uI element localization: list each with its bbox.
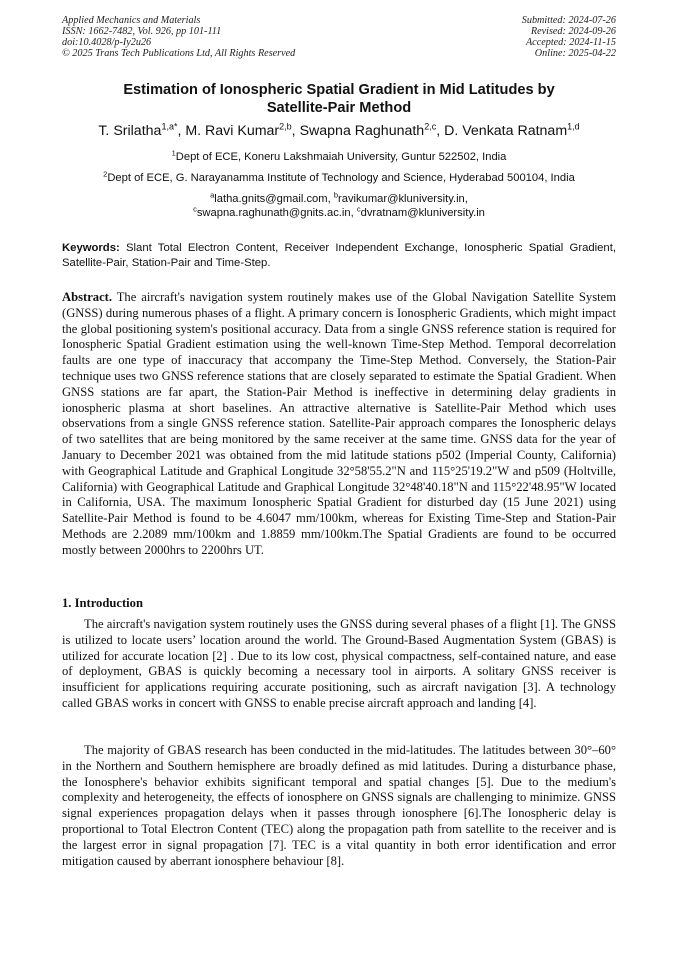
author-separator: , [291, 123, 300, 139]
affiliation-1 [40, 148, 638, 164]
paper-title [62, 81, 616, 117]
email-a[interactable]: latha.gnits@gmail.com, [214, 193, 334, 205]
author-affiliation-mark: 2,c [424, 121, 437, 132]
author-list [40, 123, 638, 140]
paper-title-line-1: Estimation of Ionospheric Spatial Gradient in Mid Latitudes by [123, 82, 555, 98]
paper-title-line-2: Satellite-Pair Method [266, 100, 412, 116]
affiliation-mark: 1 [171, 148, 176, 158]
affiliation-text: Dept of ECE, G. Narayanamma Institute of Technology and Science, Hyderabad 500104, India [107, 172, 575, 184]
email-line-1 [40, 190, 638, 206]
abstract-paragraph [62, 290, 616, 559]
journal-name: Applied Mechanics and Materials [62, 15, 201, 26]
email-b[interactable]: ravikumar@kluniversity.in, [338, 193, 468, 205]
journal-doi[interactable]: doi:10.4028/p-Iy2u26 [62, 37, 152, 48]
section-heading-introduction: 1. Introduction [62, 596, 143, 610]
email-mark: c [356, 204, 361, 214]
publication-dates [522, 15, 616, 59]
author-affiliation-mark: 2,b [279, 121, 292, 132]
affiliation-mark: 2 [103, 169, 108, 179]
journal-issn: ISSN: 1662-7482, Vol. 926, pp 101-111 [62, 26, 222, 37]
author-separator: , [436, 123, 445, 139]
author-name: T. Srilatha [98, 123, 162, 139]
date-online: Online: 2025-04-22 [534, 48, 616, 59]
email-line-2 [40, 204, 638, 220]
journal-info [62, 15, 295, 59]
email-mark: c [193, 204, 197, 214]
email-c[interactable]: swapna.raghunath@gnits.ac.in, [196, 207, 357, 219]
author-separator: , [177, 123, 186, 139]
affiliation-text: Dept of ECE, Koneru Lakshmaiah University, Guntur 522502, India [175, 151, 507, 163]
keywords-text: Slant Total Electron Content, Receiver Independent Exchange, Ionospheric Spatial Gradient, Satellite-Pair, Station-Pair and Time-Step. [62, 242, 616, 269]
date-accepted: Accepted: 2024-11-15 [525, 37, 616, 48]
author-name: Swapna Raghunath [299, 123, 425, 139]
abstract-text: The aircraft's navigation system routinely makes use of the Global Navigation Satellite System (GNSS) during numerous phases of a flight. A primary concern is Ionospheric Gradients, which might impact the global positioning system's positional accuracy. Data from a single GNSS reference station is required for Ionospheric Spatial Gradient estimation using the well-known Time-Step Method. Temporal decorrelation faults are one type of inaccuracy that accompany the Time-Step Method. Conversely, the Station-Pair technique uses two GNSS reference stations that are closely separated to estimate the Spatial Gradient. When GNSS stations are far apart, the Station-Pair Method is ineffective in determining delay gradients in ionospheric plasma at short baselines. An attractive alternative is Satellite-Pair Method which uses observations from a single GNSS reference station. Satellite-Pair approach compares the Ionospheric delays of two satellites that are being monitored by the same receiver at the same time. GNSS data for the year of January to December 2021 was obtained from the mid latitude stations p502 (Imperial County, California) with Geographical Latitude and Graphical Longitude 32°58'55.2"N and 115°25'19.2"W and p509 (Holtville, California) with Geographical Latitude and Graphical Longitude 32°48'40.18"N and 115°22'48.95"W located in California, USA. The maximum Ionospheric Spatial Gradient for disturbed day (15 June 2021) using Satellite-Pair Method is found to be 4.6047 mm/100km, whereas for Existing Time-Step and Station-Pair Methods are 2.2089 mm/100km and 1.8859 mm/100km.The Spatial Gradients are found to be occurred mostly between 2000hrs to 2200hrs UT. [62, 290, 616, 557]
journal-copyright: © 2025 Trans Tech Publications Ltd, All Rights Reserved [62, 48, 296, 59]
affiliation-2 [40, 169, 638, 185]
author-affiliation-mark: 1,d [567, 121, 580, 132]
keywords-paragraph [62, 241, 616, 271]
date-submitted: Submitted: 2024-07-26 [521, 15, 616, 26]
date-revised: Revised: 2024-09-26 [530, 26, 616, 37]
author-affiliation-mark: 1,a* [161, 121, 178, 132]
abstract-label: Abstract. [62, 290, 113, 304]
author-name: D. Venkata Ratnam [444, 123, 568, 139]
email-mark: a [210, 190, 215, 200]
email-d[interactable]: dvratnam@kluniversity.in [360, 207, 485, 219]
introduction-paragraph-2: The majority of GBAS research has been conducted in the mid-latitudes. The latitudes between 30°–60° in the Northern and Southern hemisphere are broadly defined as mid latitudes. During a disturbance phase, the Ionosphere's behavior exhibits significant temporal and spatial changes [5]. Due to the medium's complexity and heterogeneity, the effects of ionosphere on GNSS signals are challenging to minimize. GNSS signal experiences propagation delays when it passes through ionosphere [6].The Ionospheric delay is proportional to Total Electron Content (TEC) along the propagation path from satellite to the receiver and is the largest error in signal propagation [7]. TEC is a vital quantity in both error identification and error mitigation caused by aberrant ionosphere behaviour [8]. [62, 743, 616, 868]
email-mark: b [333, 190, 338, 200]
introduction-paragraph-1: The aircraft's navigation system routinely uses the GNSS during several phases of a flight [1]. The GNSS is utilized to locate users’ location around the world. The Ground-Based Augmentation System (GBAS) is utilized for accurate location [2] . Due to its low cost, physical compactness, self-contained nature, and ease of deployment, GBAS is quickly becoming a necessary tool in airports. A solitary GNSS receiver is insufficient for applications requiring accurate positioning, such as aircraft navigation [3]. A technology called GBAS works in concert with GNSS to enable precise aircraft approach and landing [4]. [62, 617, 616, 710]
author-name: M. Ravi Kumar [185, 123, 280, 139]
keywords-label: Keywords: [62, 242, 120, 254]
